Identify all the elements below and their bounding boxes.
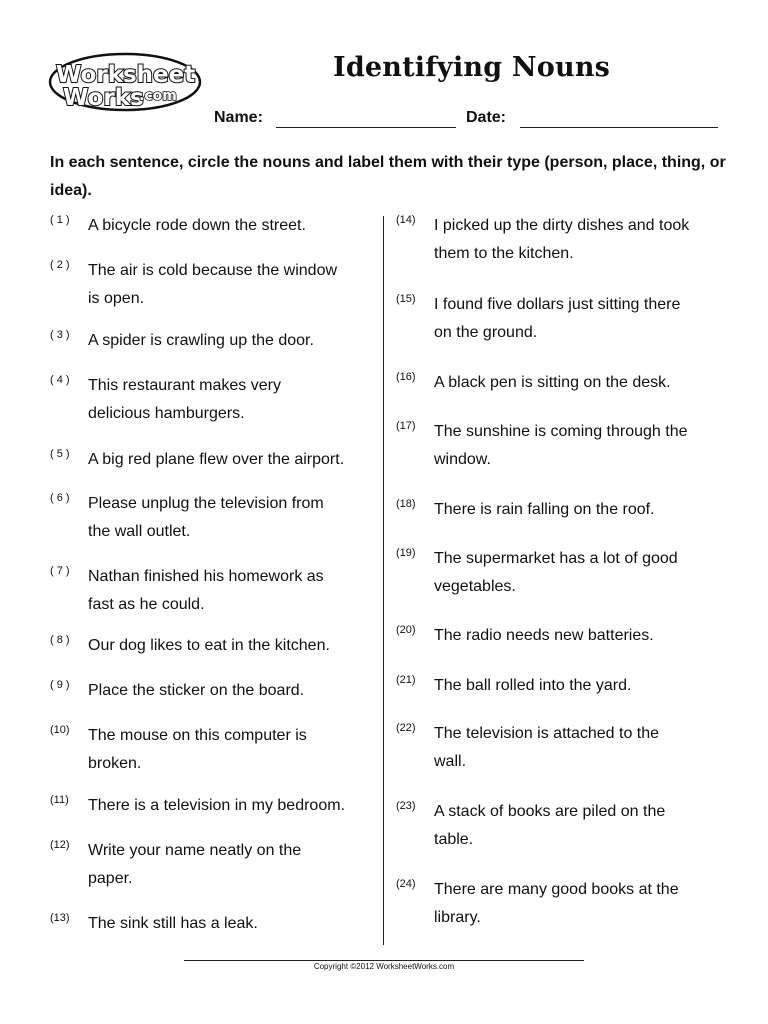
question-text bbox=[434, 720, 659, 776]
logo-line1: Worksheet bbox=[56, 62, 196, 88]
question-text-line: Our dog likes to eat in the kitchen. bbox=[88, 637, 330, 654]
question-number: (12) bbox=[50, 839, 70, 851]
question-number: ( 4 ) bbox=[50, 374, 70, 386]
date-label: Date: bbox=[466, 109, 507, 126]
question-text bbox=[88, 632, 330, 660]
question-number: ( 9 ) bbox=[50, 679, 70, 691]
question-text bbox=[88, 563, 324, 619]
question-text-line: Please unplug the television from bbox=[88, 495, 324, 512]
question-number: ( 7 ) bbox=[50, 565, 70, 577]
question-text bbox=[434, 622, 654, 650]
question-text bbox=[88, 327, 314, 355]
question-text-line: Nathan finished his homework as bbox=[88, 568, 324, 585]
question-text bbox=[434, 212, 689, 268]
question-text bbox=[88, 446, 344, 474]
question-number: (11) bbox=[50, 794, 69, 806]
question-text bbox=[434, 876, 679, 932]
question-text-line: broken. bbox=[88, 755, 142, 772]
question-text bbox=[434, 545, 678, 601]
question-text bbox=[88, 372, 281, 428]
question-text-line: A stack of books are piled on the bbox=[434, 803, 666, 820]
question-number: (20) bbox=[396, 624, 416, 636]
logo-suffix: .com bbox=[139, 88, 177, 104]
question-text-line: the wall outlet. bbox=[88, 523, 191, 540]
question-text bbox=[434, 496, 655, 524]
name-field-line[interactable] bbox=[276, 127, 456, 128]
question-text bbox=[88, 837, 301, 893]
instructions: In each sentence, circle the nouns and label them with their type (person, place, thing, or idea). bbox=[50, 154, 726, 199]
question-text-line: vegetables. bbox=[434, 578, 516, 595]
question-number: (13) bbox=[50, 912, 70, 924]
copyright-footer: Copyright ©2012 WorksheetWorks.com bbox=[313, 962, 455, 971]
question-text bbox=[88, 792, 345, 820]
question-number: ( 2 ) bbox=[50, 259, 70, 271]
question-text bbox=[88, 722, 307, 778]
question-number: (17) bbox=[396, 420, 416, 432]
question-text-line: There is rain falling on the roof. bbox=[434, 501, 655, 518]
question-text bbox=[88, 490, 324, 546]
question-number: ( 1 ) bbox=[50, 214, 70, 226]
question-number: (23) bbox=[396, 800, 416, 812]
question-text bbox=[88, 677, 304, 705]
question-text-line: table. bbox=[434, 831, 474, 848]
column-divider bbox=[383, 216, 384, 945]
question-text-line: The radio needs new batteries. bbox=[434, 627, 654, 644]
question-text bbox=[434, 672, 631, 700]
question-text-line: A big red plane flew over the airport. bbox=[88, 451, 345, 468]
question-number: (18) bbox=[396, 498, 416, 510]
question-number: ( 5 ) bbox=[50, 448, 70, 460]
question-text-line: I found five dollars just sitting there bbox=[434, 296, 681, 313]
question-text-line: There are many good books at the bbox=[434, 881, 679, 898]
question-number: (14) bbox=[396, 214, 416, 226]
question-number: (22) bbox=[396, 722, 416, 734]
name-label: Name: bbox=[214, 109, 263, 126]
question-text-line: The air is cold because the window bbox=[88, 262, 338, 279]
question-text-line: This restaurant makes very bbox=[88, 377, 281, 394]
question-text-line: them to the kitchen. bbox=[434, 245, 574, 262]
question-text bbox=[434, 291, 680, 347]
question-number: (24) bbox=[396, 878, 416, 890]
question-text bbox=[88, 257, 337, 313]
question-text-line: delicious hamburgers. bbox=[88, 405, 245, 422]
question-number: (16) bbox=[396, 371, 416, 383]
question-text-line: There is a television in my bedroom. bbox=[88, 797, 345, 814]
question-text-line: library. bbox=[434, 909, 481, 926]
question-text-line: wall. bbox=[434, 753, 467, 770]
question-text-line: window. bbox=[434, 451, 491, 468]
question-text-line: The ball rolled into the yard. bbox=[434, 677, 632, 694]
question-number: (21) bbox=[396, 674, 416, 686]
question-text bbox=[88, 910, 258, 938]
question-text-line: A black pen is sitting on the desk. bbox=[434, 374, 671, 391]
question-text-line: The mouse on this computer is bbox=[88, 727, 307, 744]
question-text-line: The sink still has a leak. bbox=[88, 915, 258, 932]
question-text-line: Place the sticker on the board. bbox=[88, 682, 305, 699]
question-text-line: fast as he could. bbox=[88, 596, 205, 613]
question-text-line: A bicycle rode down the street. bbox=[88, 217, 306, 234]
question-text bbox=[434, 418, 687, 474]
question-text-line: Write your name neatly on the bbox=[88, 842, 302, 859]
question-text-line: The supermarket has a lot of good bbox=[434, 550, 678, 567]
question-text bbox=[434, 798, 665, 854]
question-text-line: The sunshine is coming through the bbox=[434, 423, 688, 440]
question-text-line: The television is attached to the bbox=[434, 725, 660, 742]
question-text-line: on the ground. bbox=[434, 324, 538, 341]
question-number: (10) bbox=[50, 724, 70, 736]
question-text-line: is open. bbox=[88, 290, 145, 307]
question-text-line: paper. bbox=[88, 870, 133, 887]
page-title: Identifying Nouns bbox=[333, 52, 611, 83]
question-text bbox=[434, 369, 671, 397]
question-number: (15) bbox=[396, 293, 416, 305]
logo-line2: Works bbox=[63, 85, 144, 111]
footer-divider bbox=[184, 960, 584, 961]
question-text bbox=[88, 212, 306, 240]
question-number: (19) bbox=[396, 547, 416, 559]
question-number: ( 3 ) bbox=[50, 329, 70, 341]
question-text-line: I picked up the dirty dishes and took bbox=[434, 217, 690, 234]
worksheetworks-logo bbox=[47, 52, 203, 114]
date-field-line[interactable] bbox=[520, 127, 718, 128]
question-text-line: A spider is crawling up the door. bbox=[88, 332, 314, 349]
question-number: ( 8 ) bbox=[50, 634, 70, 646]
question-number: ( 6 ) bbox=[50, 492, 70, 504]
